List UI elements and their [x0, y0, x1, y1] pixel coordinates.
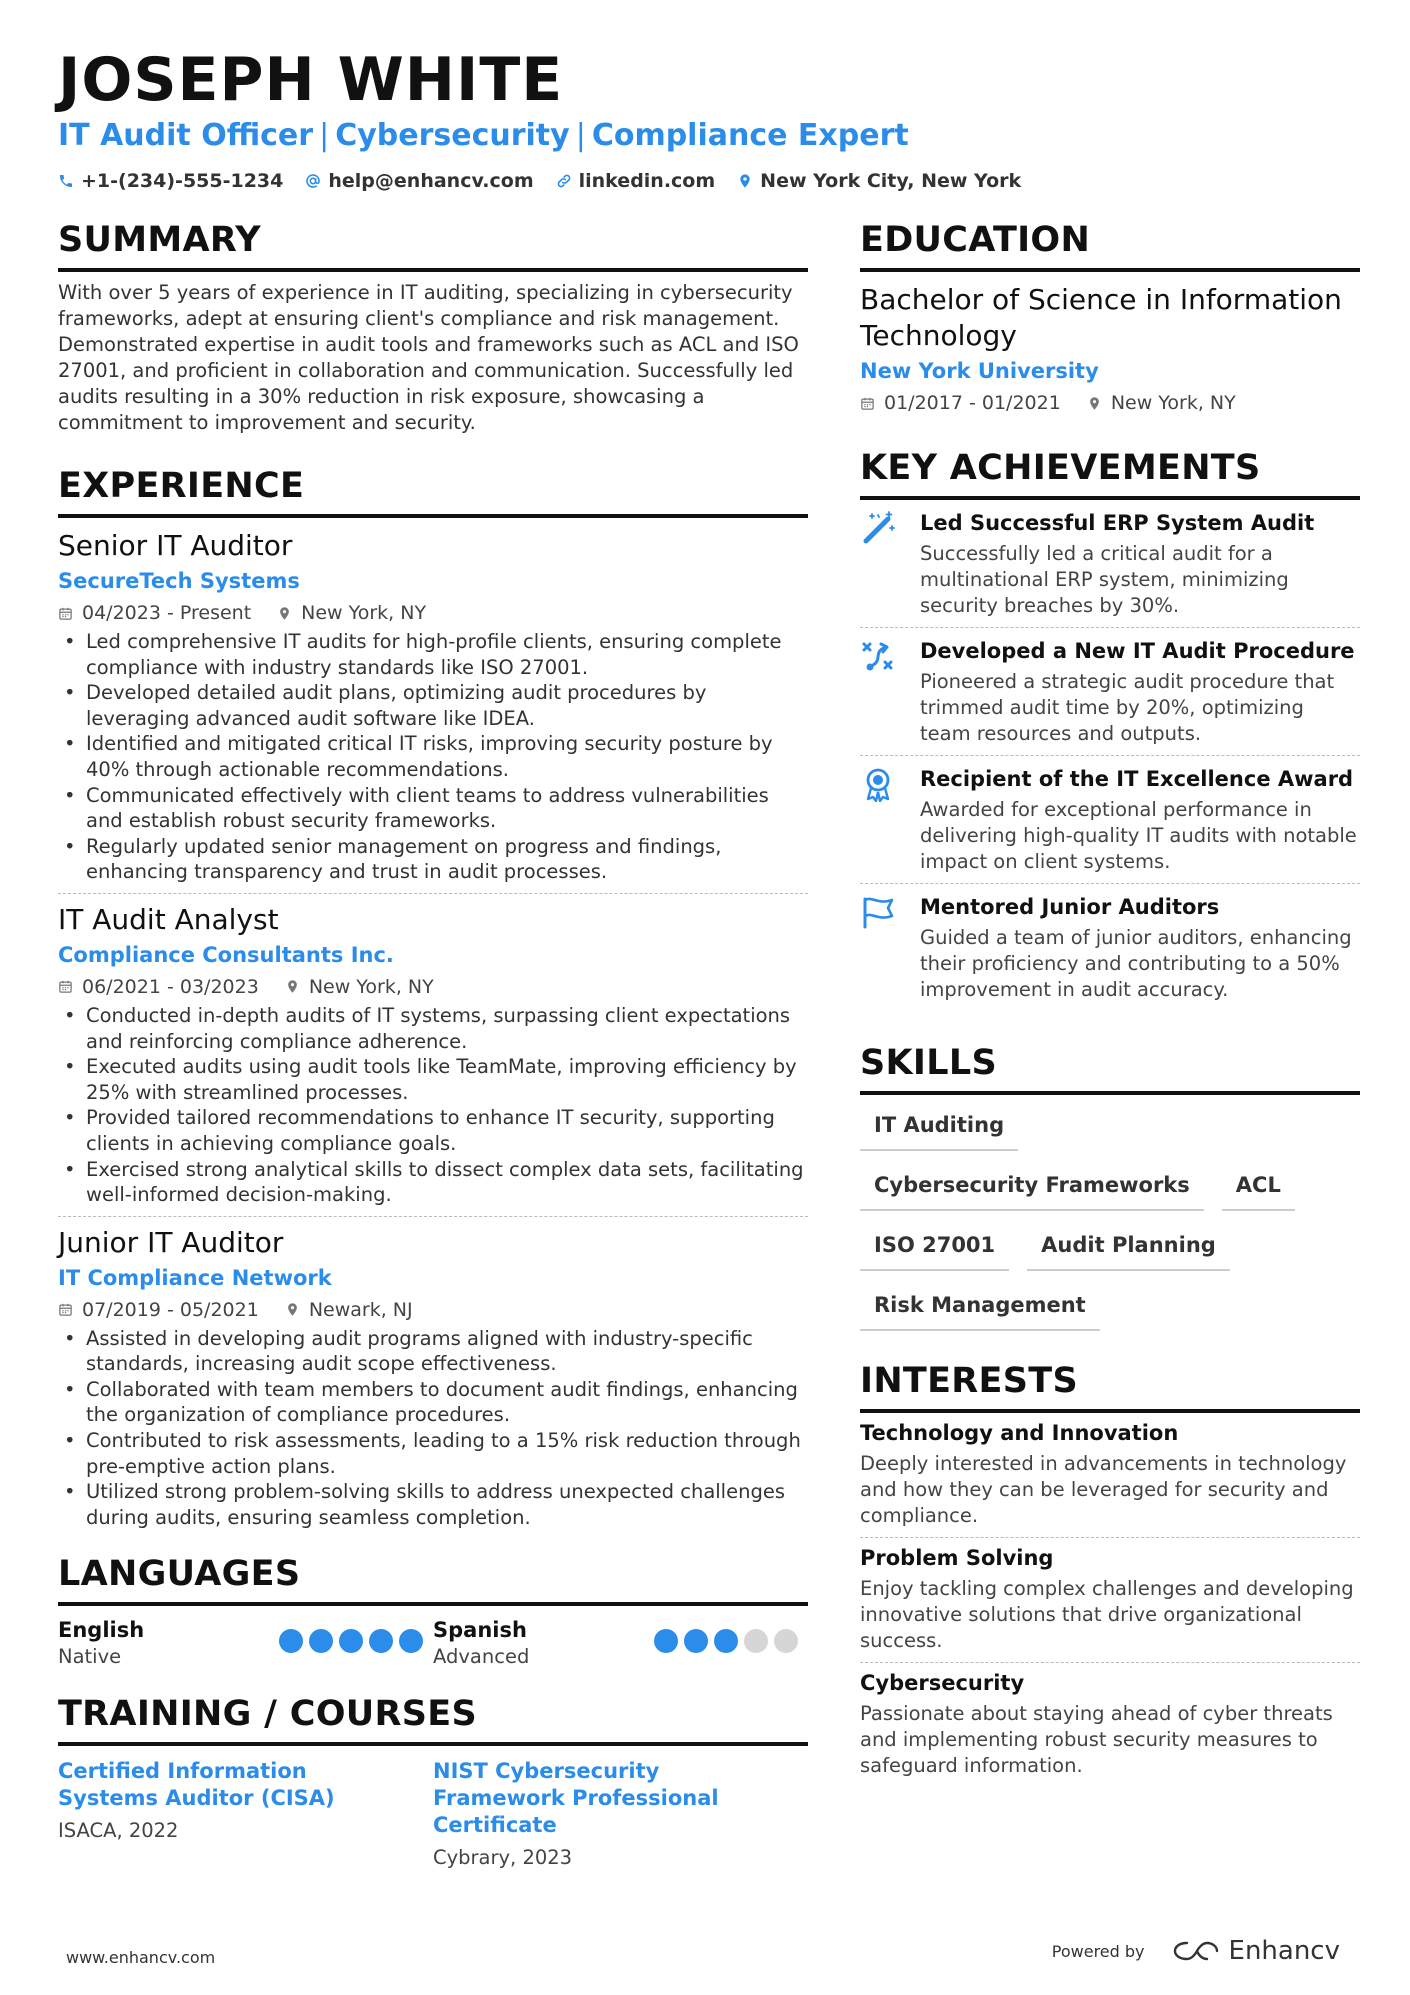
- location-pin-icon: [737, 173, 753, 189]
- job-location-text: Newark, NJ: [308, 1298, 413, 1321]
- job-bullet: • Communicated effectively with client teams to address vulnerabilities and establish robust security frameworks.: [58, 783, 808, 834]
- course-provider: ISACA, 2022: [58, 1819, 179, 1843]
- interest-description: Deeply interested in advancements in technology and how they can be leveraged for security and compliance.: [860, 1452, 1347, 1527]
- left-column: [58, 218, 808, 1871]
- phone-icon: [58, 173, 74, 189]
- job-bullets: [58, 1326, 808, 1531]
- location-pin-icon: [285, 1302, 300, 1317]
- skill-tag: IT Auditing: [860, 1105, 1018, 1151]
- contact-linkedin-text: linkedin.com: [578, 170, 716, 192]
- job-bullet: • Developed detailed audit plans, optimizing audit procedures by leveraging advanced audit software like IDEA.: [58, 680, 808, 731]
- strategy-path-icon: [860, 638, 896, 674]
- achievement-description: Pioneered a strategic audit procedure that trimmed audit time by 20%, optimizing team resources and outputs.: [920, 670, 1335, 745]
- education-section: [860, 218, 1360, 416]
- job-bullet: • Utilized strong problem-solving skills to address unexpected challenges during audits, ensuring seamless completion.: [58, 1479, 808, 1530]
- job-meta: [58, 974, 808, 1000]
- job-title: Junior IT Auditor: [58, 1225, 284, 1259]
- contact-bar: [58, 170, 1021, 192]
- job-title: Senior IT Auditor: [58, 529, 293, 562]
- achievement-item: [860, 756, 1360, 884]
- footer-branding: [1052, 1936, 1340, 1966]
- company-name: SecureTech Systems: [58, 569, 300, 593]
- rating-dot-empty: [744, 1629, 768, 1653]
- skills-heading: SKILLS: [860, 1041, 1360, 1095]
- course-provider: Cybrary, 2023: [433, 1846, 573, 1870]
- job-dates: [58, 1297, 259, 1323]
- job-dates-text: 06/2021 - 03/2023: [82, 975, 259, 998]
- achievement-icon-wrap: [860, 892, 904, 1003]
- course-title: Certified Information Systems Auditor (CISA): [58, 1759, 335, 1811]
- contact-linkedin[interactable]: [556, 170, 716, 192]
- interest-item: [860, 1413, 1360, 1538]
- summary-section: [58, 218, 808, 436]
- rating-dot-filled: [279, 1629, 303, 1653]
- job-meta: [58, 1297, 808, 1323]
- education-meta: [860, 390, 1360, 416]
- powered-by-label: Powered by: [1051, 1941, 1145, 1961]
- footer-website[interactable]: www.enhancv.com: [66, 1948, 216, 1967]
- contact-location: [737, 170, 1021, 192]
- job-bullet: • Identified and mitigated critical IT risks, improving security posture by 40% through actionable recommendations.: [58, 731, 808, 782]
- job-title: IT Audit Analyst: [58, 902, 279, 936]
- company-name: IT Compliance Network: [58, 1265, 332, 1290]
- achievement-title: Developed a New IT Audit Procedure: [920, 639, 1355, 663]
- contact-location-text: New York City, New York: [760, 170, 1022, 192]
- education-dates-text: 01/2017 - 01/2021: [884, 392, 1061, 414]
- job-dates-text: 07/2019 - 05/2021: [82, 1298, 259, 1321]
- rating-dot-filled: [369, 1629, 393, 1653]
- job-entry: [58, 893, 808, 1216]
- achievement-icon-wrap: [860, 764, 904, 875]
- achievement-description: Awarded for exceptional performance in delivering high-quality IT audits with notable impact on client systems.: [920, 798, 1357, 873]
- skills-section: [860, 1041, 1360, 1331]
- candidate-name: JOSEPH WHITE: [58, 45, 564, 115]
- rating-dot-filled: [714, 1629, 738, 1653]
- achievement-icon-wrap: [860, 636, 904, 747]
- interest-title: Technology and Innovation: [860, 1421, 1179, 1445]
- right-column: [860, 218, 1360, 1787]
- location-pin-icon: [285, 979, 300, 994]
- headline-separator: |: [575, 118, 586, 153]
- achievement-title: Recipient of the IT Excellence Award: [920, 767, 1354, 791]
- interests-heading: INTERESTS: [860, 1359, 1360, 1413]
- job-dates: [58, 974, 259, 1000]
- job-meta: [58, 600, 808, 626]
- rating-dot-filled: [399, 1629, 423, 1653]
- job-entry: [58, 1216, 808, 1539]
- job-bullet: • Led comprehensive IT audits for high-profile clients, ensuring complete compliance with industry standards like ISO 27001.: [58, 629, 808, 680]
- location-pin-icon: [1087, 396, 1102, 411]
- training-section: [58, 1692, 808, 1871]
- rating-dot-filled: [654, 1629, 678, 1653]
- language-name: English: [58, 1618, 145, 1643]
- job-location: [285, 974, 434, 1000]
- language-item: [58, 1616, 433, 1670]
- location-pin-icon: [277, 606, 292, 621]
- job-bullets: [58, 1003, 808, 1208]
- calendar-icon: [58, 606, 73, 621]
- interest-title: Cybersecurity: [860, 1671, 1025, 1695]
- brand-logo[interactable]: [1173, 1936, 1340, 1966]
- skills-list: [860, 1105, 1360, 1331]
- job-location: [285, 1297, 413, 1323]
- course-item: [433, 1758, 808, 1871]
- achievement-item: [860, 884, 1360, 1011]
- summary-text: With over 5 years of experience in IT auditing, specializing in cybersecurity frameworks, adept at ensuring client's compliance and risk management. Demonstrated expertise in audit tools and frameworks such as ACL and ISO 27001, and proficient in collaboration and communication. Successfully led audits resulting in a 30% reduction in risk exposure, showcasing a commitment to improvement and security.: [58, 281, 799, 434]
- course-item: [58, 1758, 433, 1871]
- rating-dot-filled: [684, 1629, 708, 1653]
- achievements-heading: KEY ACHIEVEMENTS: [860, 446, 1360, 500]
- language-level: Advanced: [433, 1645, 530, 1669]
- interests-section: [860, 1359, 1360, 1787]
- company-name: Compliance Consultants Inc.: [58, 942, 394, 967]
- job-bullet: • Contributed to risk assessments, leading to a 15% risk reduction through pre-emptive action plans.: [58, 1428, 808, 1479]
- award-ribbon-icon: [860, 766, 896, 802]
- job-bullets: [58, 629, 808, 885]
- flag-icon: [860, 894, 896, 930]
- experience-section: [58, 464, 808, 1538]
- languages-list: [58, 1616, 808, 1670]
- job-location: [277, 600, 426, 626]
- school-name: New York University: [860, 359, 1099, 383]
- headline-part: IT Audit Officer: [58, 118, 314, 153]
- skill-tag: Cybersecurity Frameworks: [860, 1165, 1204, 1211]
- job-bullet: • Provided tailored recommendations to enhance IT security, supporting clients in achieving compliance goals.: [58, 1105, 808, 1156]
- calendar-icon: [58, 979, 73, 994]
- achievement-title: Mentored Junior Auditors: [920, 895, 1220, 919]
- education-heading: EDUCATION: [860, 218, 1360, 272]
- achievements-section: [860, 446, 1360, 1011]
- interest-title: Problem Solving: [860, 1546, 1054, 1570]
- contact-email-text: help@enhancv.com: [328, 170, 534, 192]
- courses-list: [58, 1758, 808, 1871]
- job-location-text: New York, NY: [301, 602, 427, 624]
- headline-separator: |: [319, 118, 330, 153]
- language-name: Spanish: [433, 1618, 527, 1643]
- language-rating: [654, 1628, 798, 1654]
- job-bullet: • Executed audits using audit tools like TeamMate, improving efficiency by 25% with streamlined processes.: [58, 1054, 808, 1105]
- headline-part: Compliance Expert: [591, 118, 909, 153]
- achievement-description: Guided a team of junior auditors, enhancing their proficiency and contributing to a 50% improvement in audit accuracy.: [920, 926, 1352, 1001]
- rating-dot-filled: [339, 1629, 363, 1653]
- achievement-item: [860, 500, 1360, 628]
- job-bullet: • Regularly updated senior management on progress and findings, enhancing transparency and trust in audit processes.: [58, 834, 808, 885]
- summary-heading: SUMMARY: [58, 218, 808, 272]
- job-dates-text: 04/2023 - Present: [82, 602, 252, 624]
- languages-heading: LANGUAGES: [58, 1552, 808, 1606]
- job-bullet: • Conducted in-depth audits of IT systems, surpassing client expectations and reinforcing compliance adherence.: [58, 1003, 808, 1054]
- language-item: [433, 1616, 808, 1670]
- course-title: NIST Cybersecurity Framework Professional Certificate: [433, 1759, 719, 1838]
- degree: Bachelor of Science in Information Technology: [860, 283, 1342, 352]
- skill-tag: ISO 27001: [860, 1225, 1009, 1271]
- education-location-text: New York, NY: [1110, 392, 1236, 414]
- skill-tag: Risk Management: [860, 1285, 1100, 1331]
- skill-tag: ACL: [1222, 1165, 1295, 1211]
- achievement-item: [860, 628, 1360, 756]
- enhancv-logo-icon: [1173, 1938, 1219, 1964]
- rating-dot-filled: [309, 1629, 333, 1653]
- languages-section: [58, 1552, 808, 1670]
- job-entry: [58, 528, 808, 893]
- contact-email[interactable]: [305, 170, 533, 192]
- experience-heading: EXPERIENCE: [58, 464, 808, 518]
- rating-dot-empty: [774, 1629, 798, 1653]
- at-icon: [305, 173, 321, 189]
- interest-item: [860, 1538, 1360, 1663]
- skill-tag: Audit Planning: [1027, 1225, 1230, 1271]
- language-rating: [279, 1628, 423, 1654]
- training-heading: TRAINING / COURSES: [58, 1692, 808, 1746]
- interest-item: [860, 1663, 1360, 1787]
- job-bullet: • Assisted in developing audit programs aligned with industry-specific standards, increasing audit scope effectiveness.: [58, 1326, 808, 1377]
- achievement-icon-wrap: [860, 508, 904, 619]
- education-location: [1087, 390, 1236, 416]
- interest-description: Enjoy tackling complex challenges and developing innovative solutions that drive organizational success.: [860, 1577, 1354, 1652]
- job-dates: [58, 600, 251, 626]
- interest-description: Passionate about staying ahead of cyber threats and implementing robust security measures to safeguard information.: [860, 1702, 1333, 1777]
- job-location-text: New York, NY: [308, 975, 434, 998]
- achievement-description: Successfully led a critical audit for a multinational ERP system, minimizing security breaches by 30%.: [920, 542, 1289, 617]
- magic-wand-icon: [860, 510, 896, 546]
- contact-phone-text: +1-(234)-555-1234: [81, 170, 284, 192]
- link-icon: [556, 173, 572, 189]
- job-bullet: • Exercised strong analytical skills to dissect complex data sets, facilitating well-informed decision-making.: [58, 1157, 808, 1208]
- brand-name: Enhancv: [1228, 1936, 1340, 1966]
- contact-phone[interactable]: [58, 170, 283, 192]
- achievement-title: Led Successful ERP System Audit: [920, 511, 1315, 535]
- education-dates: [860, 390, 1061, 416]
- job-bullet: • Collaborated with team members to document audit findings, enhancing the organization of compliance procedures.: [58, 1377, 808, 1428]
- calendar-icon: [860, 396, 875, 411]
- language-level: Native: [58, 1645, 122, 1669]
- calendar-icon: [58, 1302, 73, 1317]
- headline-part: Cybersecurity: [335, 118, 570, 153]
- headline: [58, 118, 909, 153]
